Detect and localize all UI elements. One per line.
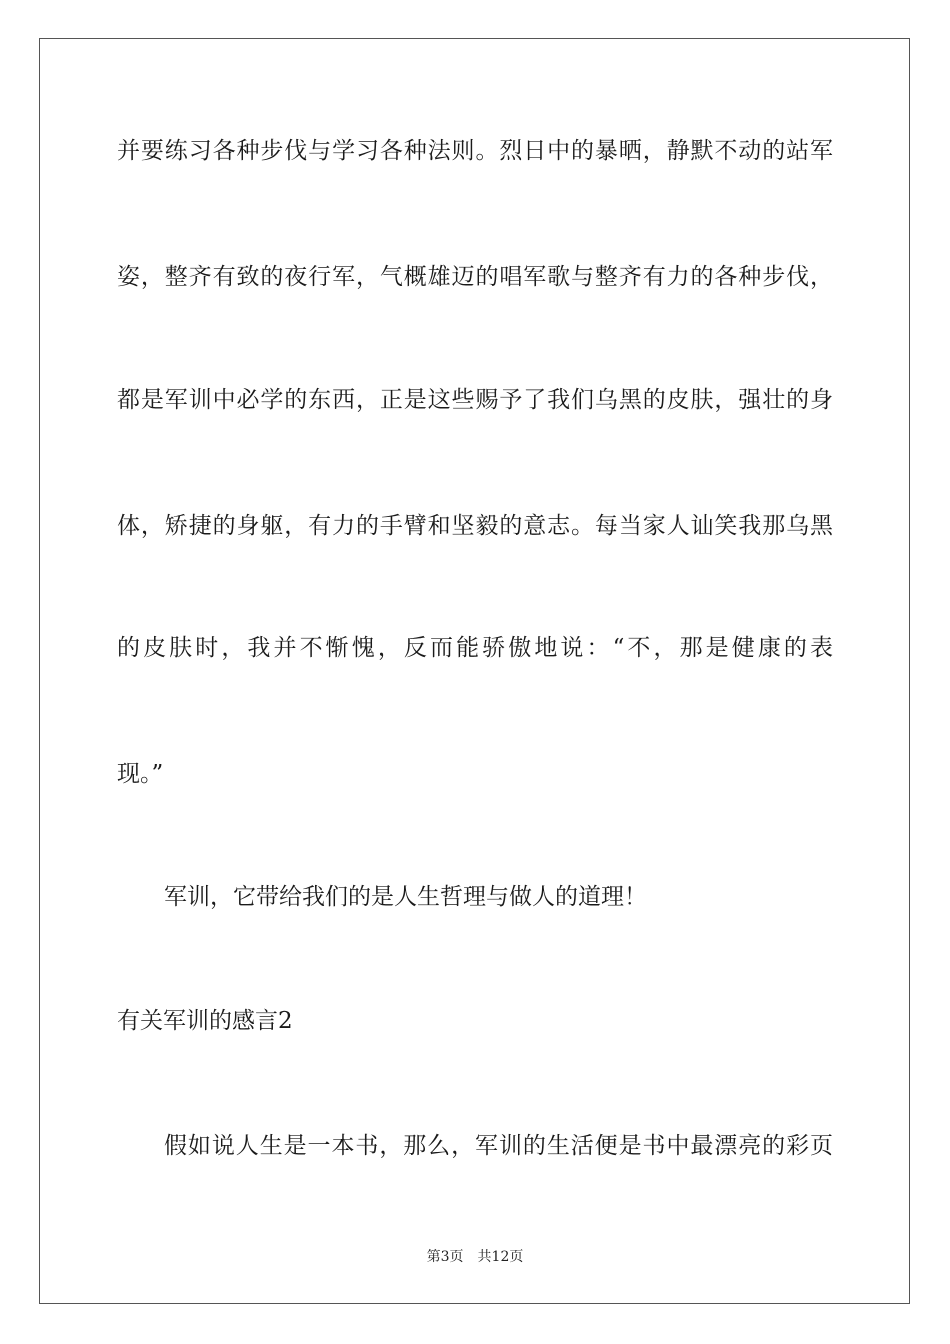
body-text-line-2: 姿，整齐有致的夜行军，气概雄迈的唱军歌与整齐有力的各种步伐，: [117, 264, 833, 290]
body-text-line-5: 的皮肤时，我并不惭愧，反而能骄傲地说：“不，那是健康的表: [117, 635, 833, 661]
body-text-line-4: 体，矫捷的身躯，有力的手臂和坚毅的意志。每当家人讪笑我那乌黑: [117, 513, 833, 539]
page-number-footer: 第3页 共12页: [426, 1249, 524, 1265]
section-heading: 有关军训的感言2: [117, 1008, 293, 1034]
body-text-line-3: 都是军训中必学的东西，正是这些赐予了我们乌黑的皮肤，强壮的身: [117, 387, 833, 413]
body-text-line-6: 现。”: [117, 761, 164, 787]
body-text-line-1: 并要练习各种步伐与学习各种法则。烈日中的暴晒，静默不动的站军: [117, 138, 833, 164]
body-paragraph-conclusion: 军训，它带给我们的是人生哲理与做人的道理！: [164, 884, 647, 910]
body-paragraph-opening: 假如说人生是一本书，那么，军训的生活便是书中最漂亮的彩页: [164, 1133, 833, 1159]
page-border: [39, 38, 910, 1304]
